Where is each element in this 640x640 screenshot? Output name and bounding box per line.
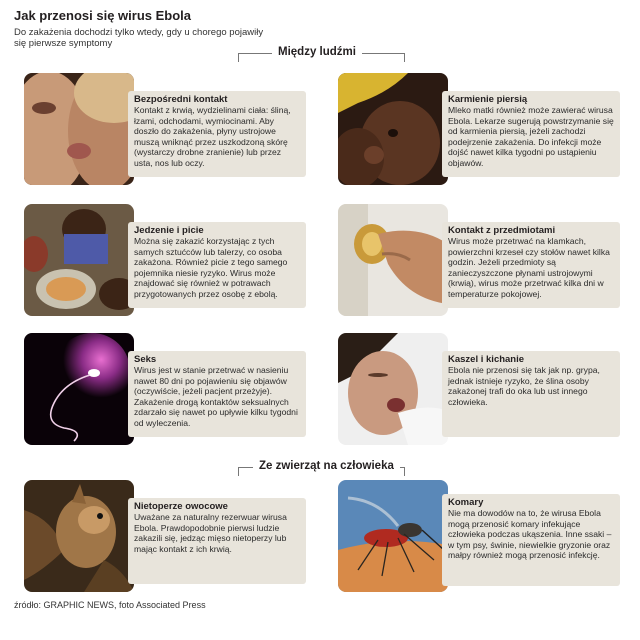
card-contact-with-objects <box>338 204 623 316</box>
card-title: Karmienie piersią <box>448 94 528 105</box>
card-text-box <box>442 91 620 177</box>
card-title: Kaszel i kichanie <box>448 354 525 365</box>
section-divider-tick-right <box>404 53 405 62</box>
card-description: Ebola nie przenosi się tak jak np. grypa, jednak istnieje ryzyko, że ślina osoby zakażonej trafi do oka lub ust innego człowieka. <box>448 365 600 407</box>
eating-photo <box>24 204 134 316</box>
card-text-box <box>128 498 306 584</box>
kiss-photo <box>24 73 134 185</box>
card-food-and-drink <box>24 204 309 316</box>
card-sex <box>24 333 309 445</box>
card-text-box <box>442 494 620 586</box>
infographic-subtitle: Do zakażenia dochodzi tylko wtedy, gdy u chorego pojawiły się pierwsze symptomy <box>14 27 264 49</box>
fruit-bat-photo <box>24 480 134 592</box>
card-description: Wirus jest w stanie przetrwać w nasieniu nawet 80 dni po pojawieniu się objawów (oczywiście, jeżeli pacjent przeżyje). Zakażenie drogą kontaktów seksualnych zdarzało się nawet po upływie kilku tygodni od wyleczenia. <box>134 365 298 428</box>
card-description: Wirus może przetrwać na klamkach, powierzchni krzeseł czy stołów nawet kilka godzin. Jeżeli przedmioty są zanieczyszczone płynami ustrojowymi (krwią), wirus może przetrwać kilka dni w temperaturze pokojowej. <box>448 236 610 299</box>
card-description: Mleko matki również może zawierać wirusa Ebola. Lekarze sugerują powstrzymanie się od karmienia piersią, jeżeli zachodzi podejrzenie zakażenia. Do infekcji może dojść nawet kilka tygodni po ustąpieniu objawów. <box>448 105 614 168</box>
card-title: Kontakt z przedmiotami <box>448 225 556 236</box>
card-text-box <box>442 222 620 308</box>
card-title: Seks <box>134 354 157 365</box>
section-divider-tick-right <box>404 467 405 476</box>
card-title: Jedzenie i picie <box>134 225 204 236</box>
card-title: Bezpośredni kontakt <box>134 94 228 105</box>
section-divider-tick-left <box>238 53 239 62</box>
section-divider-tick-left <box>238 467 239 476</box>
mosquito-photo <box>338 480 448 592</box>
card-title: Nietoperze owocowe <box>134 501 228 512</box>
section-animal-to-human <box>0 460 640 482</box>
sneezing-photo <box>338 333 448 445</box>
card-text-box <box>128 351 306 437</box>
card-description: Kontakt z krwią, wydzielinami ciała: śliną, łzami, odchodami, wymiocinami. Aby doszło do zakażenia, płyny ustrojowe muszą wniknąć przez uszkodzoną skórę (wystarczy drobne zranienie) lub przez usta, nos lub oczy. <box>134 105 291 168</box>
card-direct-contact <box>24 73 309 185</box>
card-text-box <box>128 222 306 308</box>
infographic-title: Jak przenosi się wirus Ebola <box>14 8 192 23</box>
card-description: Uważane za naturalny rezerwuar wirusa Ebola. Prawdopodobnie pierwsi ludzie zakazili się, jedząc mięso nietoperzy lub mając kontakt z ich krwią. <box>134 512 287 554</box>
sperm-cell-photo <box>24 333 134 445</box>
card-fruit-bats <box>24 480 309 592</box>
section-heading: Między ludźmi <box>272 46 362 58</box>
breastfeeding-photo <box>338 73 448 185</box>
card-cough-and-sneeze <box>338 333 623 445</box>
card-description: Nie ma dowodów na to, że wirusa Ebola mogą przenosić komary infekujące człowieka podczas ukąszenia. Inne ssaki – w tym psy, świnie, niewielkie gryzonie oraz małpy również mogą przenosić infekcję. <box>448 508 612 561</box>
card-title: Komary <box>448 497 484 508</box>
doorknob-photo <box>338 204 448 316</box>
card-breastfeeding <box>338 73 623 185</box>
section-between-people <box>0 46 640 68</box>
card-description: Można się zakazić korzystając z tych samych sztućców lub talerzy, co osoba zakażona. Również picie z tego samego pojemnika niesie ryzyko. Wirus może znajdować się również w potrawach przygotowanych przez osobę z ebolą. <box>134 236 288 299</box>
card-mosquitoes <box>338 480 623 592</box>
section-heading: Ze zwierząt na człowieka <box>253 460 400 472</box>
card-text-box <box>442 351 620 437</box>
card-text-box <box>128 91 306 177</box>
source-credit: źródło: GRAPHIC NEWS, foto Associated Press <box>14 600 206 610</box>
